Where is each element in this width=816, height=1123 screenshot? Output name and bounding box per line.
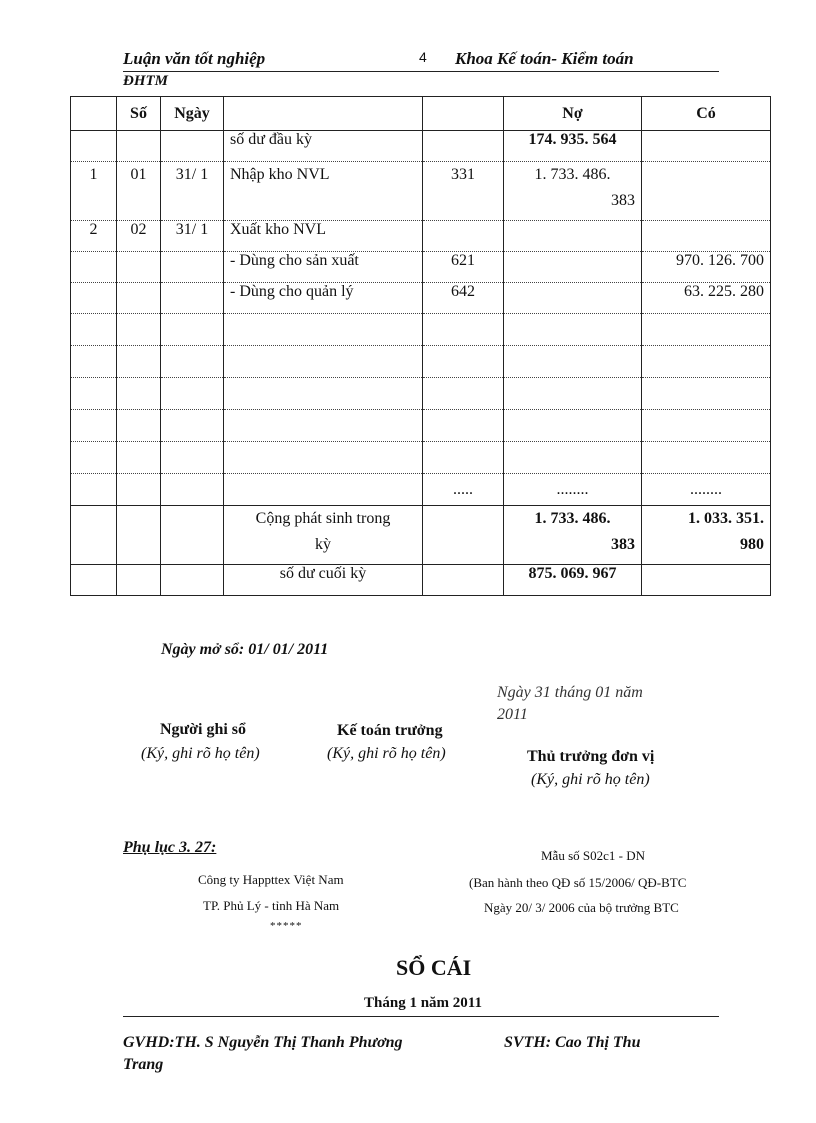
header-rule [123, 71, 719, 72]
issued-date: Ngày 20/ 3/ 2006 của bộ trưởng BTC [484, 900, 679, 915]
col-co: Có [642, 97, 771, 131]
ledger-table [70, 96, 771, 596]
col-no: Nợ [504, 97, 642, 131]
footer-rule [123, 1016, 719, 1017]
table-row-empty [71, 442, 771, 474]
row-so: 02 [117, 221, 161, 252]
col-ngay: Ngày [161, 97, 224, 131]
ledger-title: SỔ CÁI [396, 955, 472, 980]
page-number: 4 [419, 49, 427, 65]
row-desc: - Dùng cho sản xuất [224, 252, 423, 283]
faculty-title: Khoa Kế toán- Kiểm toán [455, 49, 634, 68]
row-so: 01 [117, 162, 161, 221]
col-stt [71, 97, 117, 131]
thesis-title: Luận văn tốt nghiệp [123, 49, 266, 68]
stars-separator: ***** [270, 920, 303, 932]
sign-date-line2: 2011 [497, 706, 528, 723]
ledger-month: Tháng 1 năm 2011 [364, 995, 482, 1011]
closing-no: 875. 069. 967 [504, 565, 642, 596]
col-so: Số [117, 97, 161, 131]
open-date: Ngày mở sổ: 01/ 01/ 2011 [161, 641, 329, 658]
total-co: 1. 033. 351. 980 [642, 506, 771, 565]
form-number: Mẫu số S02c1 - DN [541, 848, 645, 863]
table-row-total [71, 506, 771, 565]
row-desc: - Dùng cho quản lý [224, 283, 423, 314]
total-no: 1. 733. 486. 383 [504, 506, 642, 565]
row-tk: 621 [423, 252, 504, 283]
row-desc: số dư đầu kỳ [224, 131, 423, 162]
table-row-empty [71, 346, 771, 378]
row-co: 63. 225. 280 [642, 283, 771, 314]
company-address: TP. Phủ Lý - tỉnh Hà Nam [203, 898, 340, 913]
table-row-empty [71, 378, 771, 410]
table-row [71, 221, 771, 252]
row-ngay: 31/ 1 [161, 162, 224, 221]
row-no: 174. 935. 564 [504, 131, 642, 162]
university-abbr: ĐHTM [123, 73, 168, 89]
row-tk: 331 [423, 162, 504, 221]
table-row [71, 252, 771, 283]
issued-by: (Ban hành theo QĐ số 15/2006/ QĐ-BTC [469, 875, 687, 890]
row-ngay: 31/ 1 [161, 221, 224, 252]
appendix-label: Phụ lục 3. 27: [123, 839, 217, 856]
closing-label: số dư cuối kỳ [224, 565, 423, 596]
total-label: Cộng phát sinh trong kỳ [224, 506, 423, 565]
accountant-note: (Ký, ghi rõ họ tên) [327, 745, 446, 762]
advisor-name-line2: Trang [123, 1056, 164, 1073]
table-row [71, 162, 771, 221]
row-no: 1. 733. 486. 383 [504, 162, 642, 221]
col-tk [423, 97, 504, 131]
row-tk: 642 [423, 283, 504, 314]
accountant-title: Kế toán trưởng [337, 722, 443, 739]
table-row-closing [71, 565, 771, 596]
table-row [71, 283, 771, 314]
table-row [71, 131, 771, 162]
row-desc: Xuất kho NVL [224, 221, 423, 252]
col-desc [224, 97, 423, 131]
company-name: Công ty Happttex Việt Nam [198, 872, 344, 887]
sign-date-line1: Ngày 31 tháng 01 năm [497, 684, 643, 701]
row-stt: 1 [71, 162, 117, 221]
advisor-name: GVHD:TH. S Nguyễn Thị Thanh Phương [123, 1034, 403, 1051]
table-header-row [71, 97, 771, 131]
table-row-dots: ..... ........ ........ [71, 474, 771, 506]
row-desc: Nhập kho NVL [224, 162, 423, 221]
head-note: (Ký, ghi rõ họ tên) [531, 771, 650, 788]
student-name: SVTH: Cao Thị Thu [504, 1034, 641, 1051]
table-row-empty [71, 410, 771, 442]
row-co: 970. 126. 700 [642, 252, 771, 283]
head-title: Thủ trưởng đơn vị [527, 748, 655, 765]
row-stt: 2 [71, 221, 117, 252]
recorder-title: Người ghi sổ [160, 721, 247, 738]
table-row-empty [71, 314, 771, 346]
recorder-note: (Ký, ghi rõ họ tên) [141, 745, 260, 762]
